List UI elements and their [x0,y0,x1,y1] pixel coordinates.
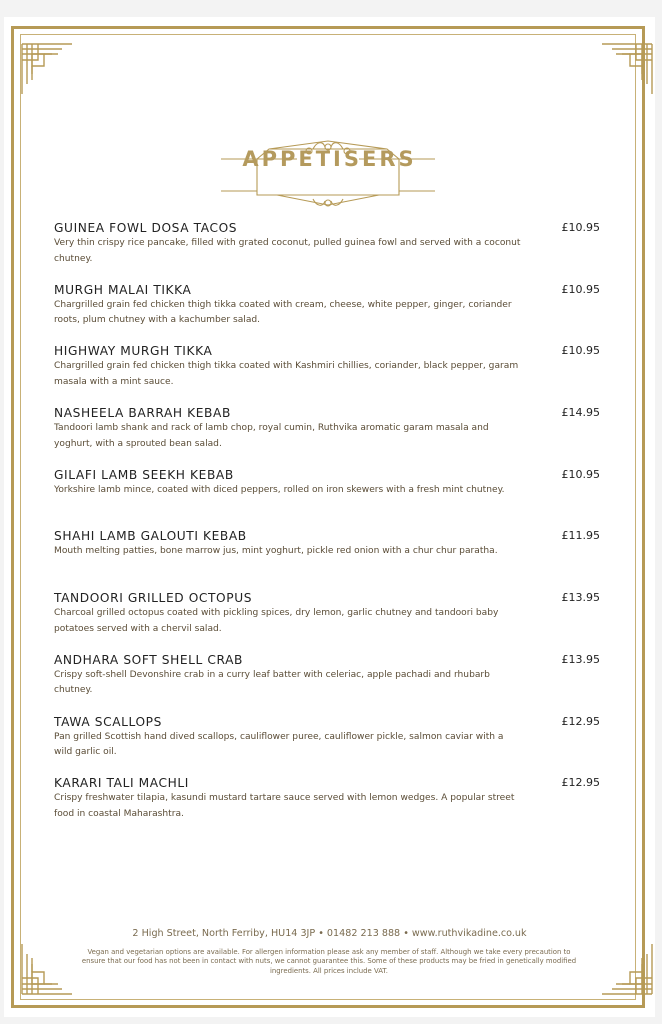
dish-price: £10.95 [561,221,600,234]
menu-item [54,343,600,405]
menu-item [54,652,600,714]
dish-price: £10.95 [561,282,600,296]
dish-description: Crispy soft-shell Devonshire crab in a curry leaf batter with celeriac, apple pachadi and rhubarb chutney. [54,669,490,696]
dish-description: Charcoal grilled octopus coated with pickling spices, dry lemon, garlic chutney and tandoori baby potatoes served with a chervil salad. [54,608,499,634]
dish-price: £14.95 [561,406,600,420]
dish-name: HIGHWAY MURGH TIKKA [54,344,213,359]
dish-description: Yorkshire lamb mince, coated with diced peppers, rolled on iron skewers with a fresh mint chutney. [54,484,505,495]
dish-description: Crispy freshwater tilapia, kasundi mustard tartare sauce served with lemon wedges. A popular street food in coastal Maharashtra. [54,793,515,819]
menu-item [54,405,600,467]
dish-name: ANDHARA SOFT SHELL CRAB [54,652,244,667]
menu-item [54,282,600,344]
menu-item [54,467,600,529]
corner-ornament-icon [18,40,76,98]
dish-name: KARARI TALI MACHLI [54,776,189,791]
dish-description: Chargrilled grain fed chicken thigh tikka coated with Kashmiri chillies, coriander, black pepper, garam masala with a mint sauce. [54,361,519,387]
corner-ornament-icon [598,40,656,98]
dish-description: Chargrilled grain fed chicken thigh tikka coated with cream, cheese, white pepper, ginger, coriander roots, plum chutney with a kachumber salad. [54,299,512,326]
dish-price: £11.95 [561,529,600,543]
dish-description: Mouth melting patties, bone marrow jus, mint yoghurt, pickle red onion with a chur chur paratha. [54,546,498,557]
dish-name: SHAHI LAMB GALOUTI KEBAB [54,529,247,544]
dish-name: TANDOORI GRILLED OCTOPUS [54,591,253,606]
dish-name: MURGH MALAI TIKKA [54,282,192,297]
corner-ornament-icon [18,940,76,998]
menu-item [54,528,600,590]
section-title: APPETISERS [242,147,417,171]
footer-address: 2 High Street, North Ferriby, HU14 3JP • 01482 213 888 • www.ruthvikadine.co.uk [132,928,527,939]
corner-ornament-icon [598,940,656,998]
menu-item [54,714,600,776]
menu-items [54,220,600,837]
dish-price: £10.95 [561,467,600,481]
dish-name: TAWA SCALLOPS [54,714,162,729]
dish-description: Very thin crispy rice pancake, filled with grated coconut, pulled guinea fowl and served with a coconut chutney. [54,238,521,264]
dish-price: £13.95 [561,591,600,605]
dish-price: £10.95 [561,344,600,358]
menu-item [54,590,600,652]
dish-description: Pan grilled Scottish hand dived scallops, cauliflower puree, cauliflower pickle, salmon caviar with a wild garlic oil. [54,731,504,757]
dish-price: £12.95 [561,714,600,728]
menu-item [54,220,600,282]
dish-name: GUINEA FOWL DOSA TACOS [54,221,238,235]
dish-price: £13.95 [561,652,600,666]
dish-name: NASHEELA BARRAH KEBAB [54,406,231,421]
dish-price: £12.95 [561,776,600,790]
footer-allergen-note: Vegan and vegetarian options are available. For allergen information please ask any member of staff. Although we take every precaution to ensure that our food has not been in contact with nuts, we cannot guarantee this. Some of these products may be fried in genetically modified ingredients. All prices include VAT. [81,948,577,975]
menu-item [54,775,600,837]
dish-name: GILAFI LAMB SEEKH KEBAB [54,467,234,482]
menu-page [4,17,655,1017]
dish-description: Tandoori lamb shank and rack of lamb chop, royal cumin, Ruthvika aromatic garam masala and yoghurt, with a sprouted bean salad. [54,423,489,449]
